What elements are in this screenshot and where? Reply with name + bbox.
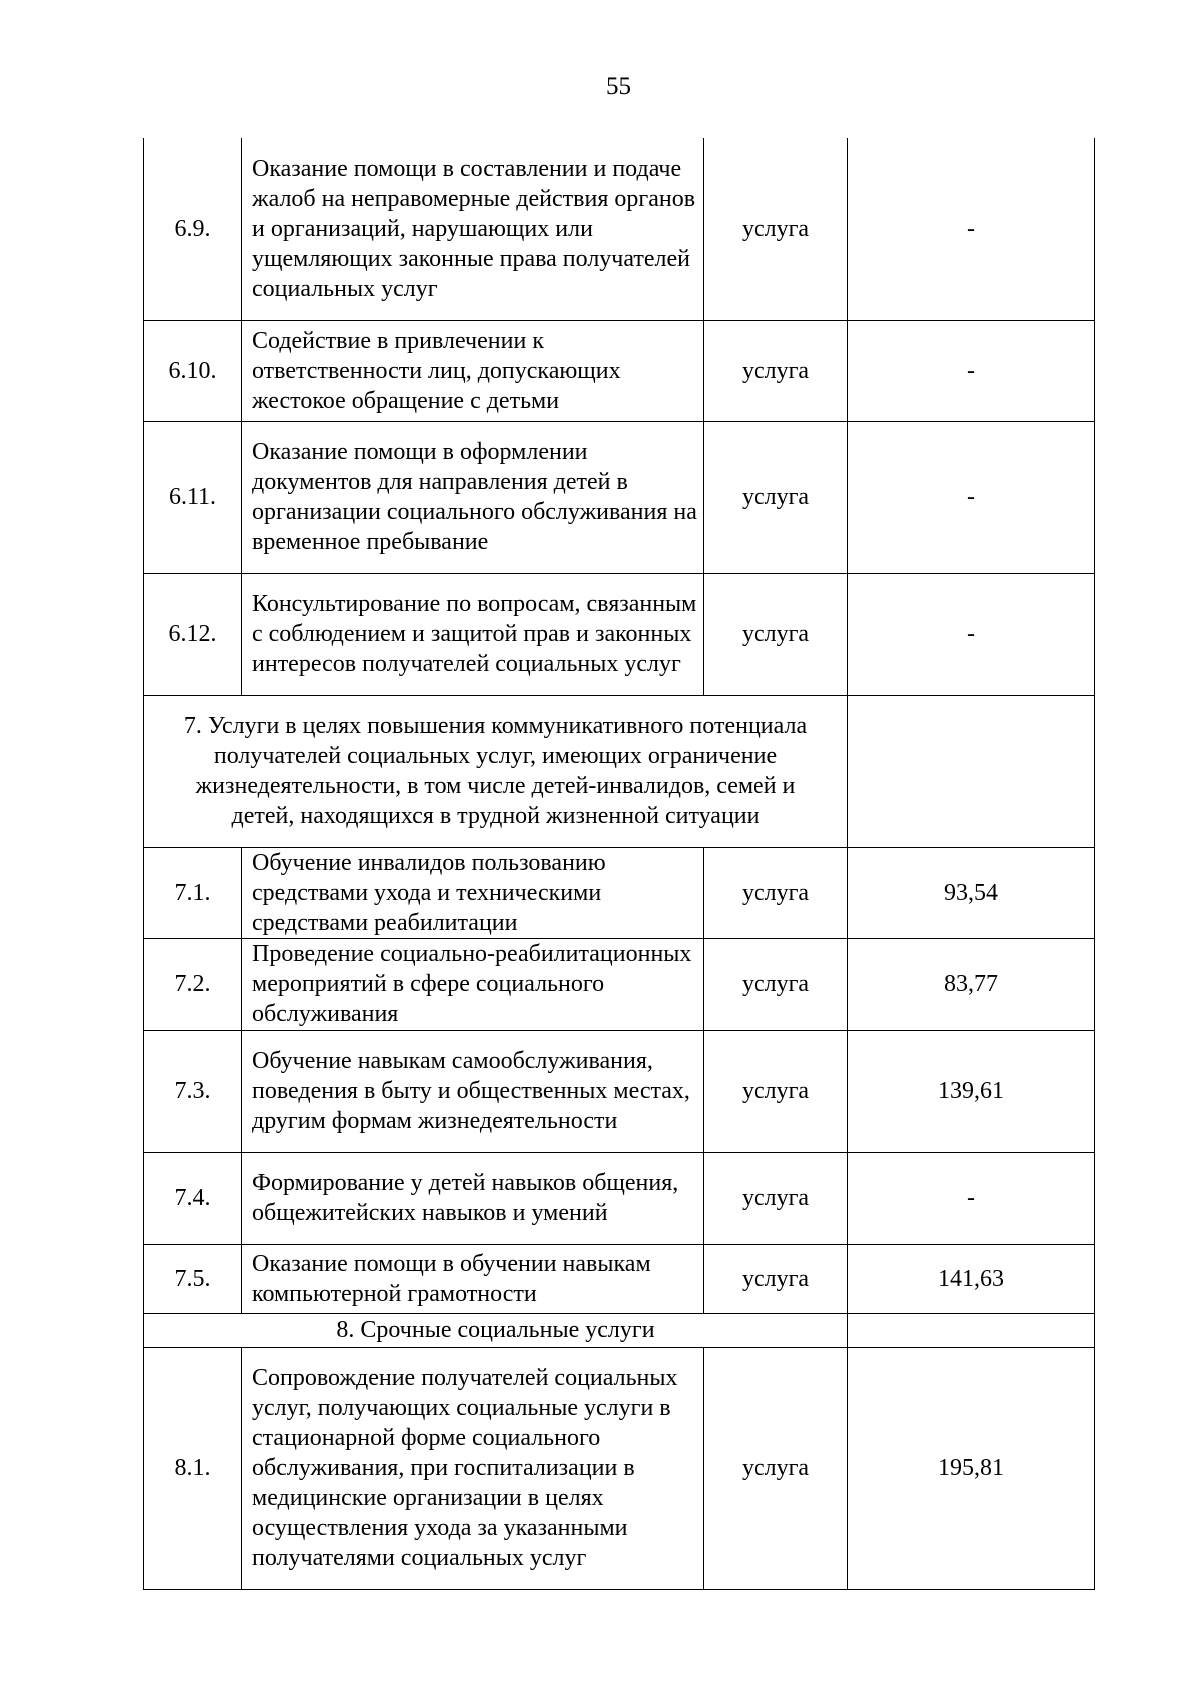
empty-cell xyxy=(848,1313,1095,1347)
section-row xyxy=(144,1313,1095,1347)
table-row xyxy=(144,421,1095,573)
tariff-value: - xyxy=(848,138,1095,320)
table-row xyxy=(144,938,1095,1030)
row-number: 7.4. xyxy=(144,1152,242,1244)
table-row xyxy=(144,1244,1095,1313)
tariff-value: - xyxy=(848,573,1095,695)
row-number: 7.1. xyxy=(144,847,242,938)
tariff-value: - xyxy=(848,421,1095,573)
section-heading: 7. Услуги в целях повышения коммуникативного потенциала получателей социальных услуг, имеющих ограничение жизнедеятельности, в том числе детей-инвалидов, семей и детей, находящихся в трудной жизненной ситуации xyxy=(144,695,848,847)
service-name: Обучение инвалидов пользованию средствами ухода и техническими средствами реабилитации xyxy=(242,847,704,938)
unit-of-measure: услуга xyxy=(704,1347,848,1589)
table-row xyxy=(144,320,1095,421)
row-number: 8.1. xyxy=(144,1347,242,1589)
unit-of-measure: услуга xyxy=(704,1030,848,1152)
service-name: Оказание помощи в обучении навыкам компьютерной грамотности xyxy=(242,1244,704,1313)
row-number: 7.3. xyxy=(144,1030,242,1152)
unit-of-measure: услуга xyxy=(704,847,848,938)
tariff-value: 195,81 xyxy=(848,1347,1095,1589)
unit-of-measure: услуга xyxy=(704,938,848,1030)
unit-of-measure: услуга xyxy=(704,573,848,695)
tariff-value: 93,54 xyxy=(848,847,1095,938)
service-name: Содействие в привлечении к ответственности лиц, допускающих жестокое обращение с детьми xyxy=(242,320,704,421)
tariff-value: 83,77 xyxy=(848,938,1095,1030)
section-row xyxy=(144,695,1095,847)
section-heading: 8. Срочные социальные услуги xyxy=(144,1313,848,1347)
service-name: Формирование у детей навыков общения, общежитейских навыков и умений xyxy=(242,1152,704,1244)
tariff-value: - xyxy=(848,1152,1095,1244)
row-number: 7.5. xyxy=(144,1244,242,1313)
row-number: 6.11. xyxy=(144,421,242,573)
services-table xyxy=(143,138,1095,1590)
row-number: 6.10. xyxy=(144,320,242,421)
service-name: Сопровождение получателей социальных услуг, получающих социальные услуги в стационарной форме социального обслуживания, при госпитализации в медицинские организации в целях осуществления ухода за указанными получателями социальных услуг xyxy=(242,1347,704,1589)
page-number: 55 xyxy=(606,73,631,100)
unit-of-measure: услуга xyxy=(704,138,848,320)
unit-of-measure: услуга xyxy=(704,1244,848,1313)
service-name: Оказание помощи в составлении и подаче жалоб на неправомерные действия органов и организаций, нарушающих или ущемляющих законные права получателей социальных услуг xyxy=(242,138,704,320)
unit-of-measure: услуга xyxy=(704,1152,848,1244)
table-row xyxy=(144,138,1095,320)
service-name: Консультирование по вопросам, связанным с соблюдением и защитой прав и законных интересов получателей социальных услуг xyxy=(242,573,704,695)
unit-of-measure: услуга xyxy=(704,320,848,421)
empty-cell xyxy=(848,695,1095,847)
service-name: Обучение навыкам самообслуживания, поведения в быту и общественных местах, другим формам жизнедеятельности xyxy=(242,1030,704,1152)
table-row xyxy=(144,847,1095,938)
row-number: 6.12. xyxy=(144,573,242,695)
table-row xyxy=(144,573,1095,695)
row-number: 6.9. xyxy=(144,138,242,320)
service-name: Оказание помощи в оформлении документов для направления детей в организации социального обслуживания на временное пребывание xyxy=(242,421,704,573)
table-row xyxy=(144,1347,1095,1589)
tariff-value: 139,61 xyxy=(848,1030,1095,1152)
row-number: 7.2. xyxy=(144,938,242,1030)
tariff-value: - xyxy=(848,320,1095,421)
unit-of-measure: услуга xyxy=(704,421,848,573)
tariff-value: 141,63 xyxy=(848,1244,1095,1313)
table-row xyxy=(144,1030,1095,1152)
table-row xyxy=(144,1152,1095,1244)
service-name: Проведение социально-реабилитационных мероприятий в сфере социального обслуживания xyxy=(242,938,704,1030)
